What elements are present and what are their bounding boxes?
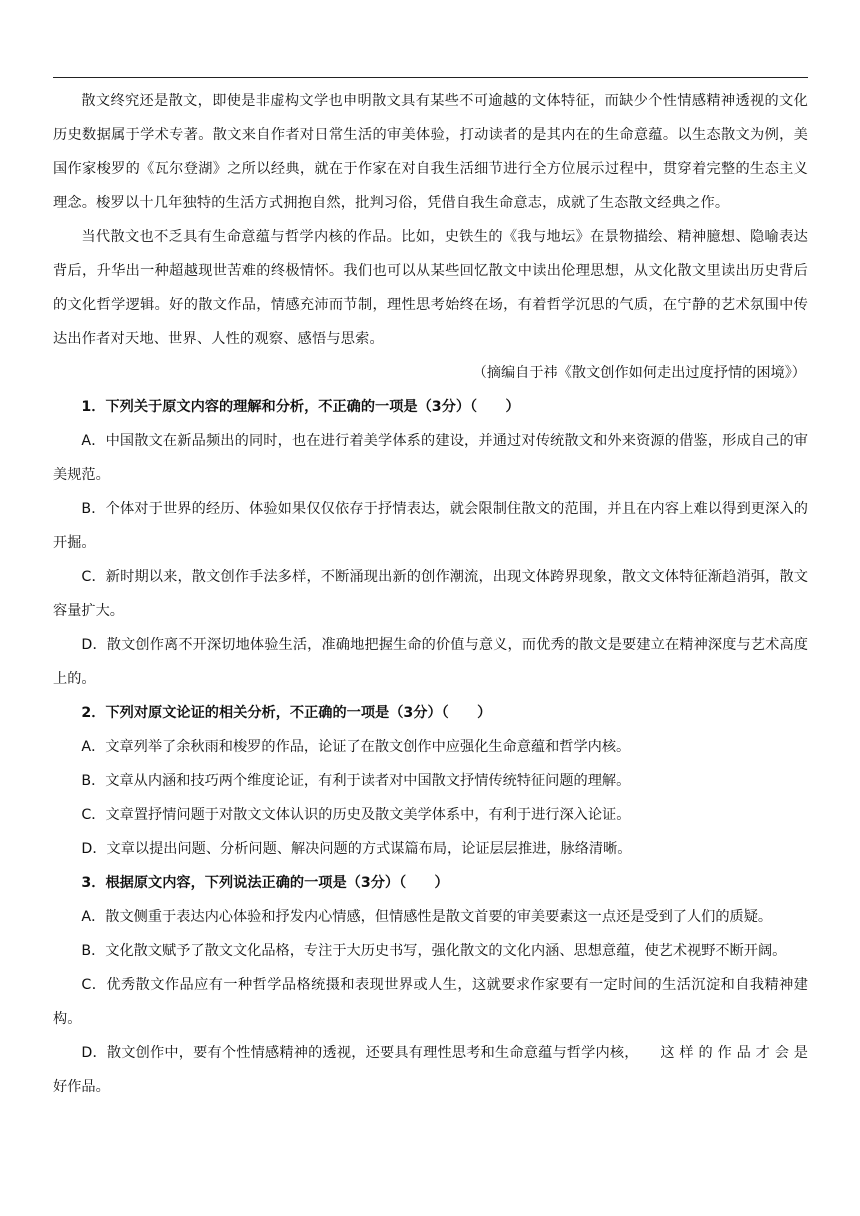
question-option: A．文章列举了余秋雨和梭罗的作品，论证了在散文创作中应强化生命意蕴和哲学内核。	[81, 739, 631, 755]
question-block	[53, 390, 808, 696]
question-block	[53, 696, 808, 866]
passage-paragraph: 当代散文也不乏具有生命意蕴与哲学内核的作品。比如，史铁生的《我与地坛》在景物描绘、精神臆想、隐喻表达背后，升华出一种超越现世苦难的终极情怀。我们也可以从某些回忆散文中读出伦理思想，从文化散文里读出历史背后的文化哲学逻辑。好的散文作品，情感充沛而节制，理性思考始终在场，有着哲学沉思的气质，在宁静的艺术氛围中传达出作者对天地、世界、人性的观察、感悟与思索。	[53, 229, 808, 347]
question-stem: 1．下列关于原文内容的理解和分析，不正确的一项是（3分）（ ）	[81, 399, 520, 415]
passage-source: （摘编自于祎《散文创作如何走出过度抒情的困境》）	[472, 365, 806, 381]
question-option: C．文章置抒情问题于对散文文体认识的历史及散文美学体系中，有利于进行深入论证。	[81, 807, 631, 823]
question-stem: 3．根据原文内容，下列说法正确的一项是（3分）（ ）	[81, 875, 449, 891]
question-option: C．优秀散文作品应有一种哲学品格统摄和表现世界或人生，这就要求作家要有一定时间的生活沉淀和自我精神建构。	[53, 977, 808, 1027]
passage-paragraph: 散文终究还是散文，即使是非虚构文学也申明散文具有某些不可逾越的文体特征，而缺少个性情感精神透视的文化历史数据属于学术专著。散文来自作者对日常生活的审美体验，打动读者的是其内在的生命意蕴。以生态散文为例，美国作家梭罗的《瓦尔登湖》之所以经典，就在于作家在对自我生活细节进行全方位展示过程中，贯穿着完整的生态主义理念。梭罗以十几年独特的生活方式拥抱自然，批判习俗，凭借自我生命意志，成就了生态散文经典之作。	[53, 93, 808, 211]
document-content	[53, 84, 808, 1104]
question-option: D．散文创作中，要有个性情感精神的透视，还要具有理性思考和生命意蕴与哲学内核， 这 样 的 作 品 才 会 是好作品。	[53, 1045, 808, 1095]
question-option: D．散文创作离不开深切地体验生活，准确地把握生命的价值与意义，而优秀的散文是要建立在精神深度与艺术高度上的。	[53, 637, 808, 687]
question-option: B．文章从内涵和技巧两个维度论证，有利于读者对中国散文抒情传统特征问题的理解。	[81, 773, 631, 789]
question-block	[53, 866, 808, 1104]
question-option: A．中国散文在新品频出的同时，也在进行着美学体系的建设，并通过对传统散文和外来资源的借鉴，形成自己的审美规范。	[53, 433, 808, 483]
question-option: D．文章以提出问题、分析问题、解决问题的方式谋篇布局，论证层层推进，脉络清晰。	[81, 841, 632, 857]
question-option: B．个体对于世界的经历、体验如果仅仅依存于抒情表达，就会限制住散文的范围，并且在内容上难以得到更深入的开掘。	[53, 501, 808, 551]
header-rule	[53, 77, 808, 78]
question-option: B．文化散文赋予了散文文化品格，专注于大历史书写，强化散文的文化内涵、思想意蕴，使艺术视野不断开阔。	[81, 943, 787, 959]
question-option: A．散文侧重于表达内心体验和抒发内心情感，但情感性是散文首要的审美要素这一点还是受到了人们的质疑。	[81, 909, 773, 925]
question-stem: 2．下列对原文论证的相关分析，不正确的一项是（3分）（ ）	[81, 705, 492, 721]
question-option: C．新时期以来，散文创作手法多样，不断涌现出新的创作潮流，出现文体跨界现象，散文文体特征渐趋消弭，散文容量扩大。	[53, 569, 808, 619]
